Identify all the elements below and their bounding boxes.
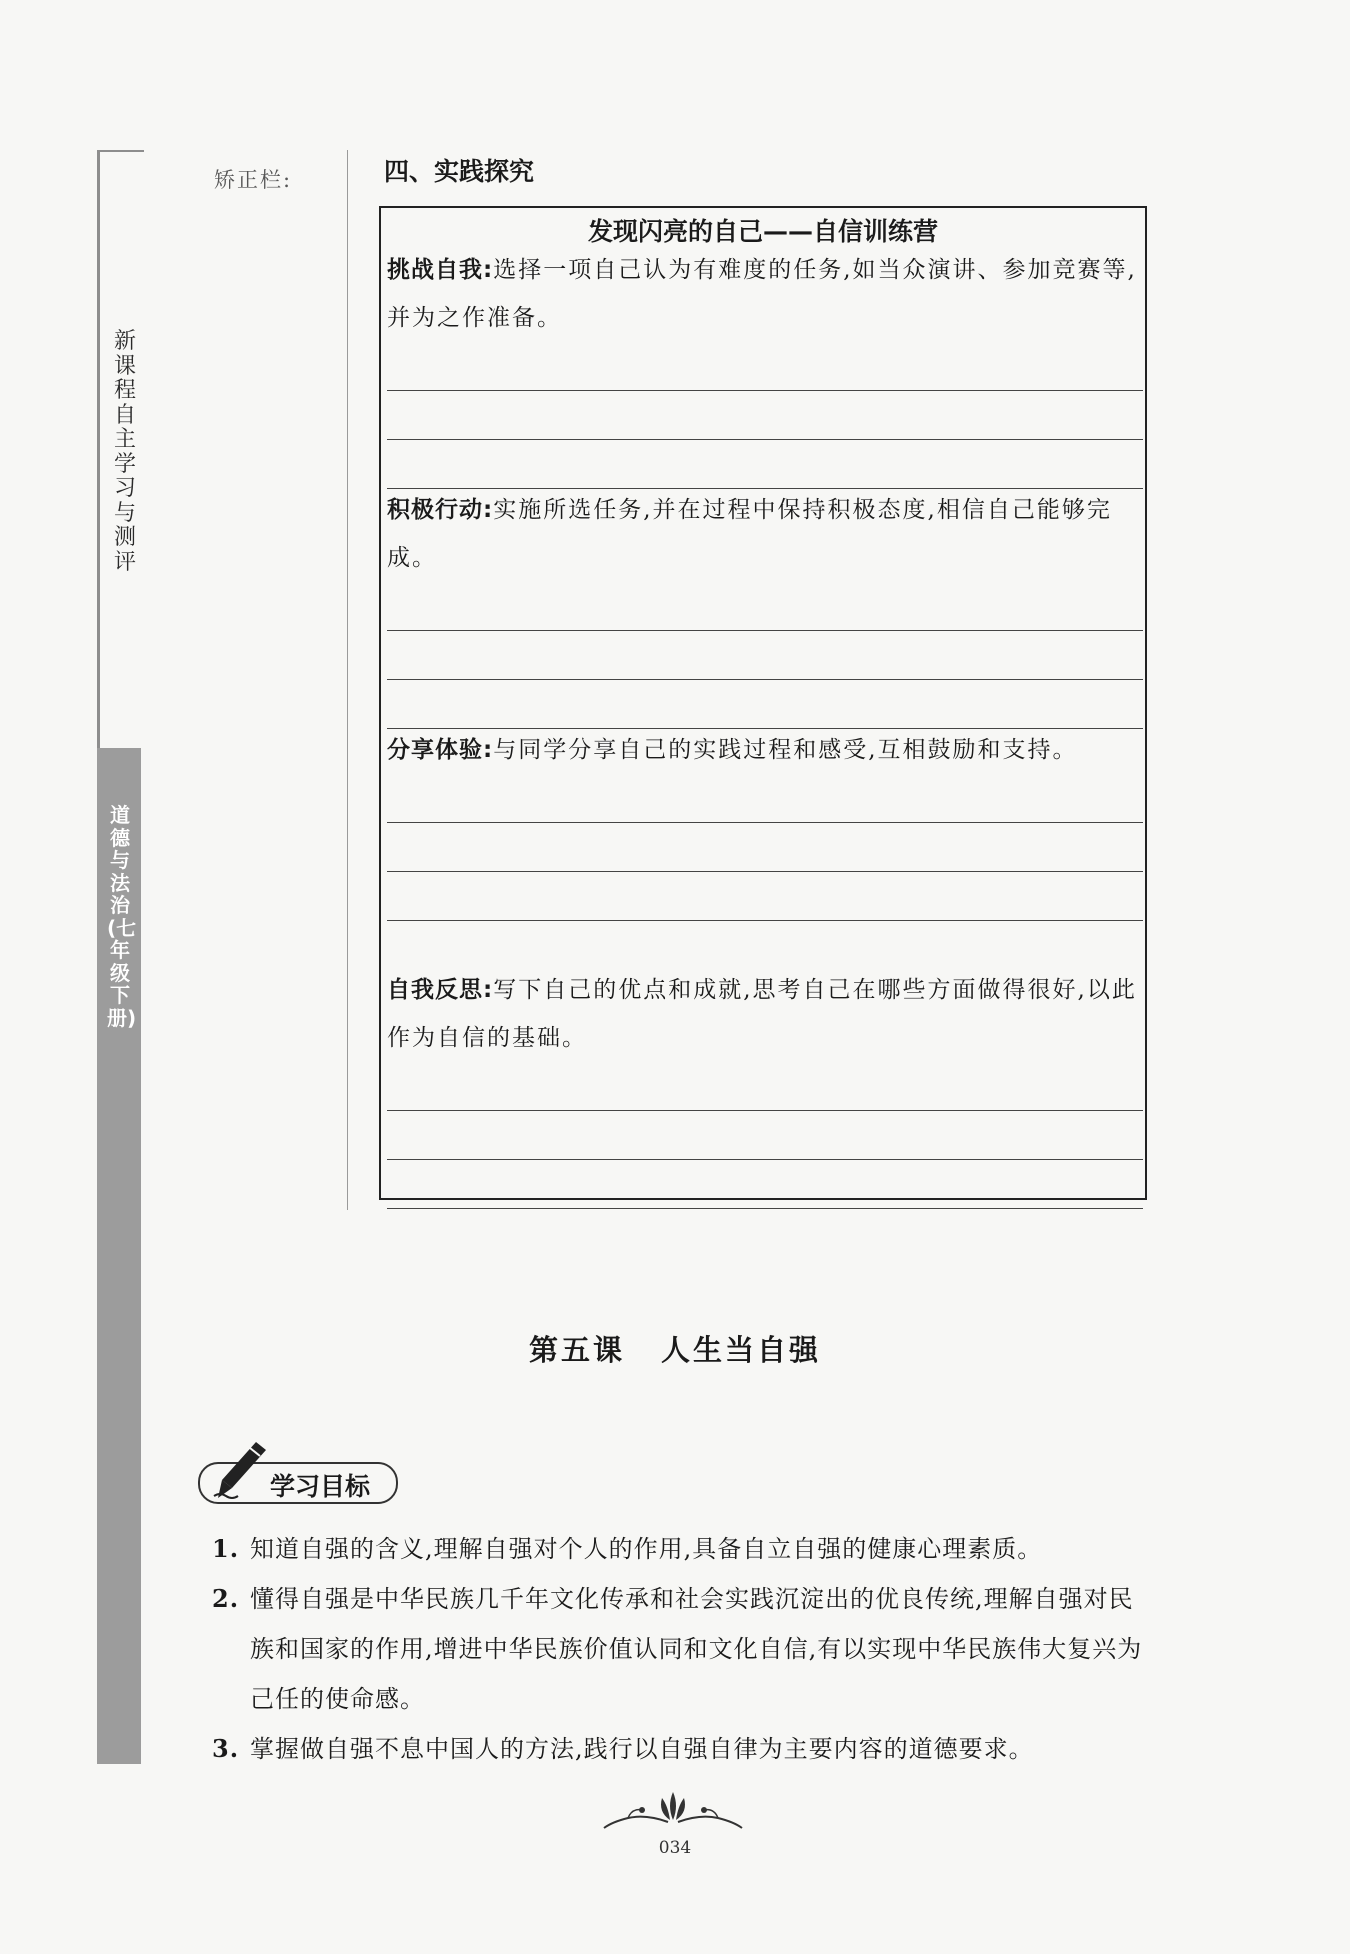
subject-title: 道德与法治(七年级下册) — [107, 803, 137, 1030]
answer-line[interactable] — [387, 872, 1143, 921]
answer-line[interactable] — [387, 582, 1143, 631]
goal-text: 知道自强的含义,理解自强对个人的作用,具备自立自强的健康心理素质。 — [250, 1535, 1043, 1563]
task-challenge — [387, 246, 1143, 489]
section-heading: 四、实践探究 — [384, 157, 535, 186]
answer-line[interactable] — [387, 680, 1143, 729]
goal-text: 懂得自强是中华民族几千年文化传承和社会实践沉淀出的优良传统,理解自强对民族和国家的作用,增进中华民族价值认同和文化自信,有以实现中华民族伟大复兴为己任的使命感。 — [250, 1585, 1143, 1713]
answer-line[interactable] — [387, 774, 1143, 823]
series-title: 新课程自主学习与测评 — [113, 329, 136, 575]
practice-box-title: 发现闪亮的自己——自信训练营 — [587, 217, 938, 246]
answer-line[interactable] — [387, 391, 1143, 440]
correction-column-label: 矫正栏: — [214, 168, 293, 192]
task-text: 写下自己的优点和成就,思考自己在哪些方面做得很好,以此作为自信的基础。 — [387, 977, 1137, 1051]
task-action — [387, 486, 1143, 729]
answer-line[interactable] — [387, 1062, 1143, 1111]
correction-column-divider — [347, 150, 348, 1210]
task-label: 分享体验: — [387, 737, 494, 763]
task-label: 积极行动: — [387, 497, 494, 523]
goal-number: 2. — [212, 1584, 240, 1613]
goal-text: 掌握做自强不息中国人的方法,践行以自强自律为主要内容的道德要求。 — [250, 1735, 1034, 1763]
goal-number: 3. — [212, 1734, 240, 1763]
answer-line[interactable] — [387, 631, 1143, 680]
task-reflect — [387, 966, 1143, 1209]
answer-line[interactable] — [387, 440, 1143, 489]
answer-line[interactable] — [387, 1111, 1143, 1160]
page-number: 034 — [658, 1838, 692, 1858]
floral-ornament-icon — [598, 1788, 748, 1832]
goal-number: 1. — [212, 1534, 240, 1563]
sidebar-series-tab — [97, 150, 144, 748]
answer-line[interactable] — [387, 1160, 1143, 1209]
sidebar-subject-tab — [97, 748, 141, 1764]
task-text: 选择一项自己认为有难度的任务,如当众演讲、参加竞赛等,并为之作准备。 — [387, 257, 1137, 331]
learning-goals-badge — [198, 1462, 398, 1504]
lesson-name: 人生当自强 — [661, 1333, 822, 1367]
goal-item — [208, 1574, 1158, 1724]
answer-line[interactable] — [387, 823, 1143, 872]
task-share — [387, 726, 1143, 921]
practice-box — [379, 206, 1147, 1200]
goal-item — [208, 1724, 1158, 1774]
lesson-title — [0, 1328, 1350, 1369]
task-text: 实施所选任务,并在过程中保持积极态度,相信自己能够完成。 — [387, 497, 1112, 571]
learning-goals-list — [208, 1524, 1158, 1774]
goal-item — [208, 1524, 1158, 1574]
answer-line[interactable] — [387, 342, 1143, 391]
task-label: 挑战自我: — [387, 257, 494, 283]
lesson-number: 第五课 — [528, 1333, 625, 1367]
learning-goals-label: 学习目标 — [270, 1472, 371, 1501]
task-text: 与同学分享自己的实践过程和感受,互相鼓励和支持。 — [493, 737, 1078, 763]
task-label: 自我反思: — [387, 977, 494, 1003]
pen-icon — [210, 1438, 270, 1504]
